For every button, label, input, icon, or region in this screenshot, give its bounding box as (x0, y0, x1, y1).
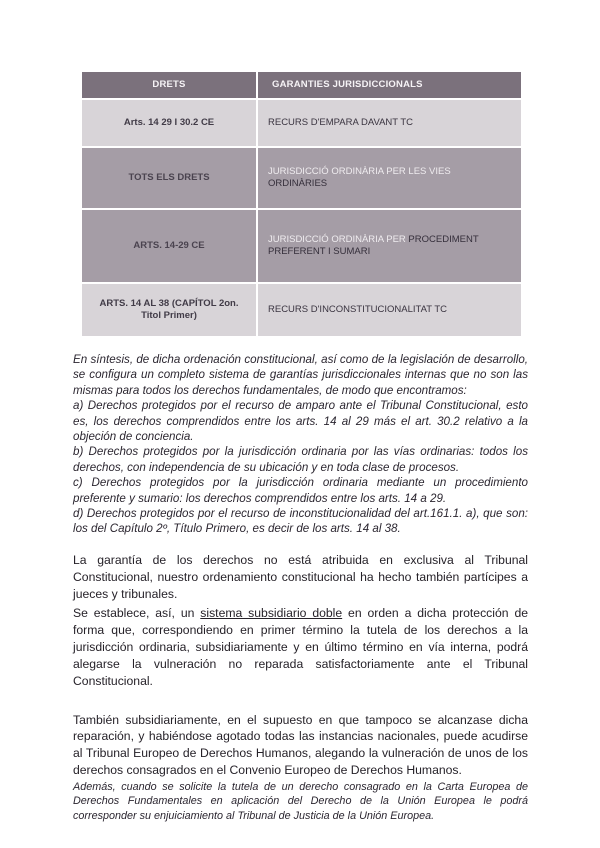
paragraph (73, 605, 528, 689)
cell-garanties (257, 209, 522, 283)
cell-garanties (257, 147, 522, 209)
intro-italic-block (73, 352, 528, 537)
cell-drets: Arts. 14 29 I 30.2 CE (81, 99, 257, 147)
cell-text: ORDINÀRIES (268, 178, 328, 189)
cell-garanties (257, 283, 522, 337)
cell-text: JURISDICCIÓ ORDINÀRIA PER (268, 233, 409, 245)
cell-text: PROCEDIMENT PREFERENT I SUMARI (268, 233, 479, 257)
list-item-c: c) Derechos protegidos por la jurisdicción ordinaria mediante un procedimiento preferente y sumario: los derechos comprendidos entre los arts. 14 a 29. (73, 476, 528, 505)
rights-guarantees-table (80, 70, 523, 338)
paragraph: También subsidiariamente, en el supuesto en que tampoco se alcanzase dicha reparación, y habiéndose agotado todas las instancias nacionales, puede acudirse al Tribunal Europeo de Derechos Humanos, alegando la vulneración de unos de los derechos consagrados en el Convenio Europeo de Derechos Humanos. (73, 712, 528, 777)
table-header-row (81, 71, 522, 99)
closing-italic-block (73, 780, 528, 824)
table-row (81, 283, 522, 337)
cell-text: JURISDICCIÓ ORDINÀRIA PER LES VIES (268, 165, 451, 177)
table-header-drets: DRETS (81, 71, 257, 99)
paragraph-text: en orden a dicha protección de forma que, correspondiendo en primer término la tutela de los derechos a la jurisdicción ordinaria, subsidiariamente y en último término en vía interna, podrá alegarse la vulneración no reparada satisfactoriamente ante el Tribunal Constitucional. (73, 606, 528, 688)
cell-text: RECURS D'INCONSTITUCIONALITAT TC (268, 303, 447, 315)
list-item-a: a) Derechos protegidos por el recurso de amparo ante el Tribunal Constitucional, esto es, los derechos comprendidos entre los arts. 14 al 29 más el art. 30.2 relativo a la objeción de conciencia. (73, 399, 528, 444)
table-row (81, 99, 522, 147)
table-header-garanties: GARANTIES JURISDICCIONALS (257, 71, 522, 99)
paragraph-text: Se establece, así, un (73, 606, 201, 621)
list-item-b: b) Derechos protegidos por la jurisdicción ordinaria por las vías ordinarias: todos los derechos, con independencia de su ubicación y en toda clase de procesos. (73, 445, 528, 474)
table-row (81, 209, 522, 283)
table-row (81, 147, 522, 209)
cell-drets: TOTS ELS DRETS (81, 147, 257, 209)
guarantee-block (73, 552, 528, 690)
body-text-column (73, 352, 528, 824)
list-item-d: d) Derechos protegidos por el recurso de inconstitucionalidad del art.161.1. a), que son: los del Capítulo 2º, Título Primero, es decir de los arts. 14 al 38. (73, 507, 528, 536)
paragraph: Además, cuando se solicite la tutela de un derecho consagrado en la Carta Europea de Derechos Fundamentales en aplicación del Derecho de la Unión Europea le podrá corresponder su enjuiciamiento al Tribunal de Justicia de la Unión Europea. (73, 780, 528, 822)
cell-drets: ARTS. 14-29 CE (81, 209, 257, 283)
cell-garanties (257, 99, 522, 147)
intro-paragraph: En síntesis, de dicha ordenación constitucional, así como de la legislación de desarrollo, se configura un completo sistema de garantías jurisdiccionales internas que no son las mismas para todos los derechos fundamentales, de modo que encontramos: (73, 353, 528, 397)
underlined-phrase: sistema subsidiario doble (200, 606, 343, 621)
cell-drets: ARTS. 14 AL 38 (CAPÍTOL 2on. Titol Primer) (81, 283, 257, 337)
paragraph: La garantía de los derechos no está atribuida en exclusiva al Tribunal Constitucional, nuestro ordenamiento constitucional ha hecho también partícipes a jueces y tribunales. (73, 552, 528, 601)
european-court-block (73, 712, 528, 779)
cell-text: RECURS D'EMPARA DAVANT TC (268, 116, 414, 128)
